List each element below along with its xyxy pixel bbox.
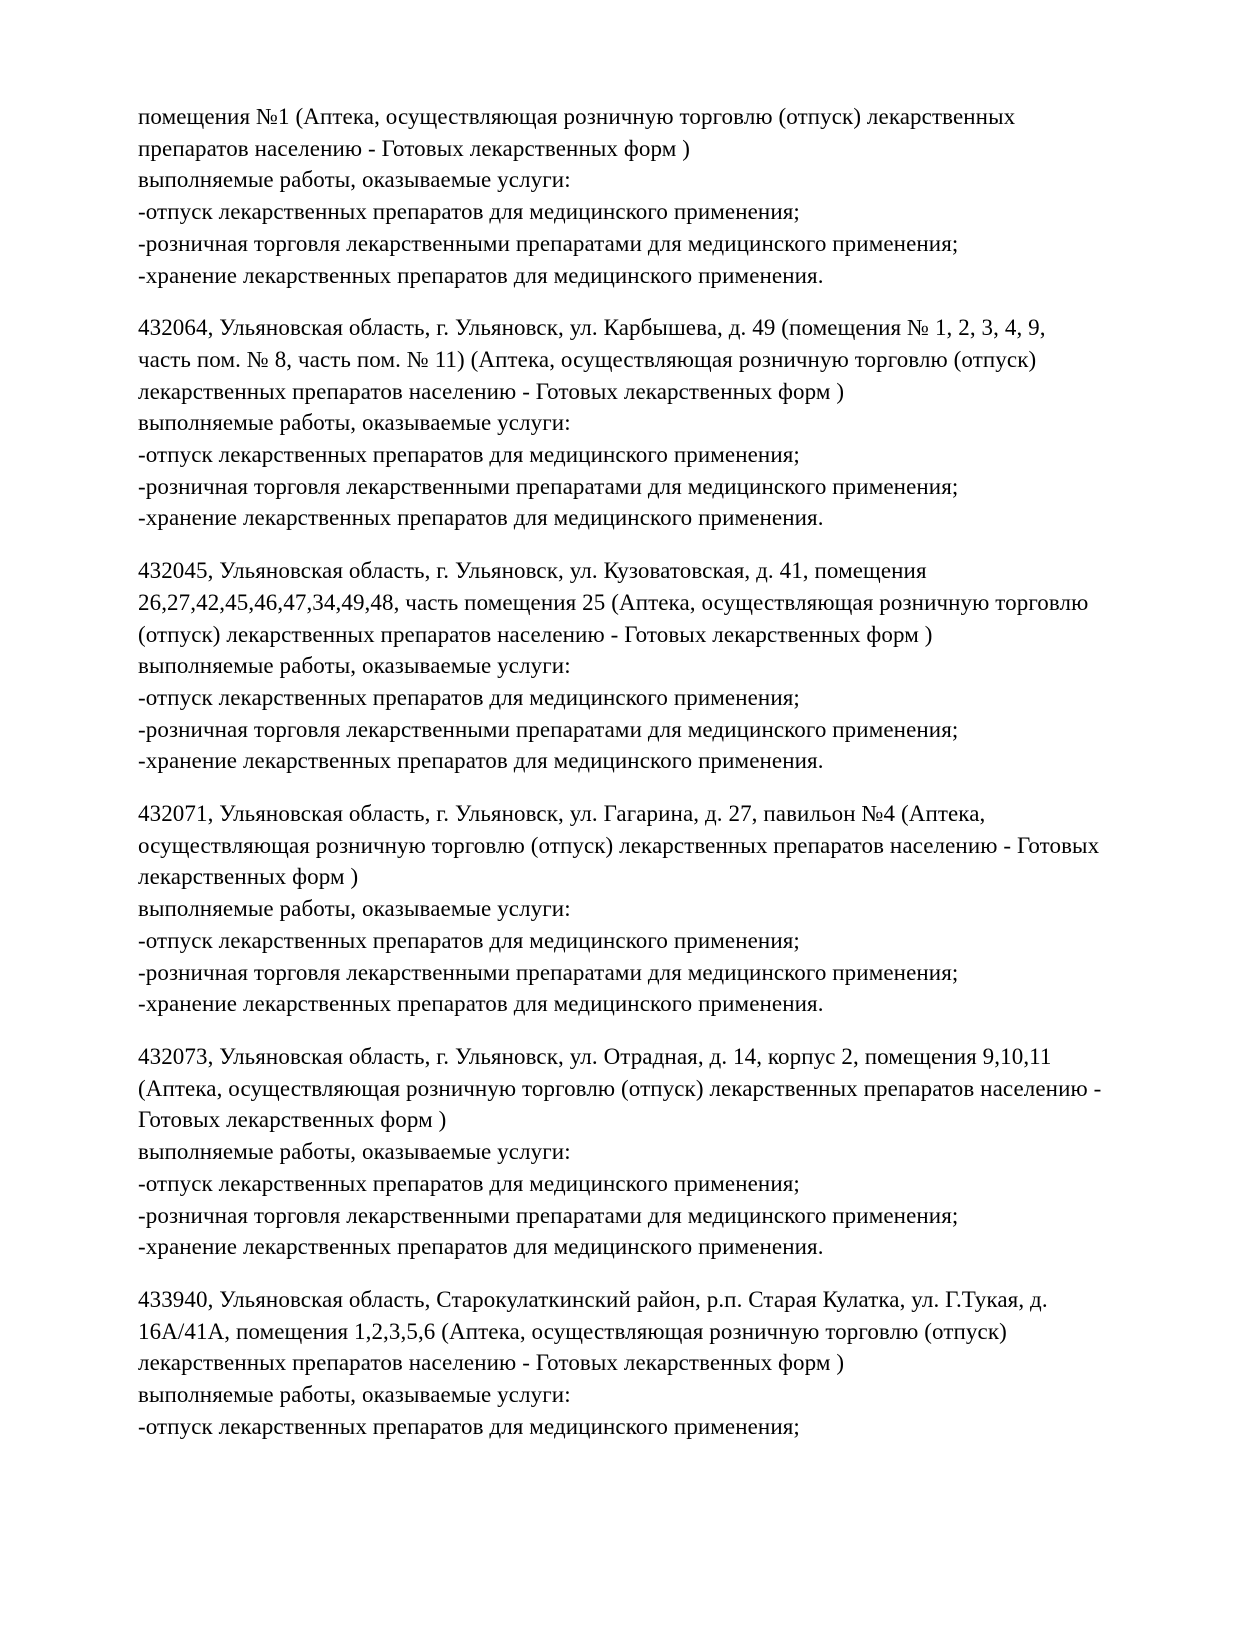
text-line: -отпуск лекарственных препаратов для медицинского применения; <box>138 442 800 468</box>
text-line: -розничная торговля лекарственными препаратами для медицинского применения; <box>138 230 959 256</box>
text-line: (отпуск) лекарственных препаратов населению - Готовых лекарственных форм ) <box>138 621 933 647</box>
text-line: выполняемые работы, оказываемые услуги: <box>138 653 571 679</box>
text-line: -отпуск лекарственных препаратов для медицинского применения; <box>138 199 800 225</box>
text-line: -розничная торговля лекарственными препаратами для медицинского применения; <box>138 1202 959 1228</box>
text-line: выполняемые работы, оказываемые услуги: <box>138 410 571 436</box>
text-line: 432071, Ульяновская область, г. Ульяновск, ул. Гагарина, д. 27, павильон №4 (Аптека, <box>138 801 986 827</box>
text-line: 432045, Ульяновская область, г. Ульяновск, ул. Кузоватовская, д. 41, помещения <box>138 558 927 584</box>
text-line: Готовых лекарственных форм ) <box>138 1107 447 1133</box>
text-line: лекарственных препаратов населению - Готовых лекарственных форм ) <box>138 1350 845 1376</box>
paragraph <box>138 555 1200 777</box>
paragraph <box>138 1284 1200 1443</box>
text-line: -отпуск лекарственных препаратов для медицинского применения; <box>138 1170 800 1196</box>
text-line: -хранение лекарственных препаратов для медицинского применения. <box>138 262 824 288</box>
text-line: -хранение лекарственных препаратов для медицинского применения. <box>138 991 824 1017</box>
text-line: -розничная торговля лекарственными препаратами для медицинского применения; <box>138 473 959 499</box>
text-line: помещения №1 (Аптека, осуществляющая розничную торговлю (отпуск) лекарственных <box>138 104 1016 129</box>
text-line: лекарственных препаратов населению - Готовых лекарственных форм ) <box>138 378 845 404</box>
text-line: 26,27,42,45,46,47,34,49,48, часть помещения 25 (Аптека, осуществляющая розничную торговлю <box>138 589 1089 615</box>
text-line: выполняемые работы, оказываемые услуги: <box>138 1139 571 1165</box>
text-line: -отпуск лекарственных препаратов для медицинского применения; <box>138 1413 800 1439</box>
paragraph <box>138 312 1200 534</box>
text-line: лекарственных форм ) <box>138 864 359 890</box>
text-line: осуществляющая розничную торговлю (отпуск) лекарственных препаратов населению - Готовых <box>138 832 1100 858</box>
text-line: -розничная торговля лекарственными препаратами для медицинского применения; <box>138 959 959 985</box>
text-line: -отпуск лекарственных препаратов для медицинского применения; <box>138 927 800 953</box>
text-line: выполняемые работы, оказываемые услуги: <box>138 1382 571 1408</box>
text-line: препаратов населению - Готовых лекарственных форм ) <box>138 135 691 161</box>
text-line: 432064, Ульяновская область, г. Ульяновск, ул. Карбышева, д. 49 (помещения № 1, 2, 3, 4, 9, <box>138 315 1046 341</box>
document-content <box>138 101 1200 1463</box>
paragraph <box>138 101 1200 291</box>
text-line: -розничная торговля лекарственными препаратами для медицинского применения; <box>138 716 959 742</box>
text-line: -хранение лекарственных препаратов для медицинского применения. <box>138 1234 824 1260</box>
paragraph <box>138 798 1200 1020</box>
text-line: (Аптека, осуществляющая розничную торговлю (отпуск) лекарственных препаратов населению - <box>138 1075 1102 1101</box>
text-line: 432073, Ульяновская область, г. Ульяновск, ул. Отрадная, д. 14, корпус 2, помещения 9,10,11 <box>138 1043 1052 1069</box>
text-line: 16А/41А, помещения 1,2,3,5,6 (Аптека, осуществляющая розничную торговлю (отпуск) <box>138 1318 1007 1344</box>
paragraph <box>138 1041 1200 1263</box>
text-line: -хранение лекарственных препаратов для медицинского применения. <box>138 505 824 531</box>
text-line: часть пом. № 8, часть пом. № 11) (Аптека, осуществляющая розничную торговлю (отпуск) <box>138 346 1037 372</box>
text-line: выполняемые работы, оказываемые услуги: <box>138 167 571 193</box>
text-line: -хранение лекарственных препаратов для медицинского применения. <box>138 748 824 774</box>
text-line: выполняемые работы, оказываемые услуги: <box>138 896 571 922</box>
text-line: -отпуск лекарственных препаратов для медицинского применения; <box>138 684 800 710</box>
text-line: 433940, Ульяновская область, Старокулаткинский район, р.п. Старая Кулатка, ул. Г.Тукая, д. <box>138 1286 1048 1312</box>
